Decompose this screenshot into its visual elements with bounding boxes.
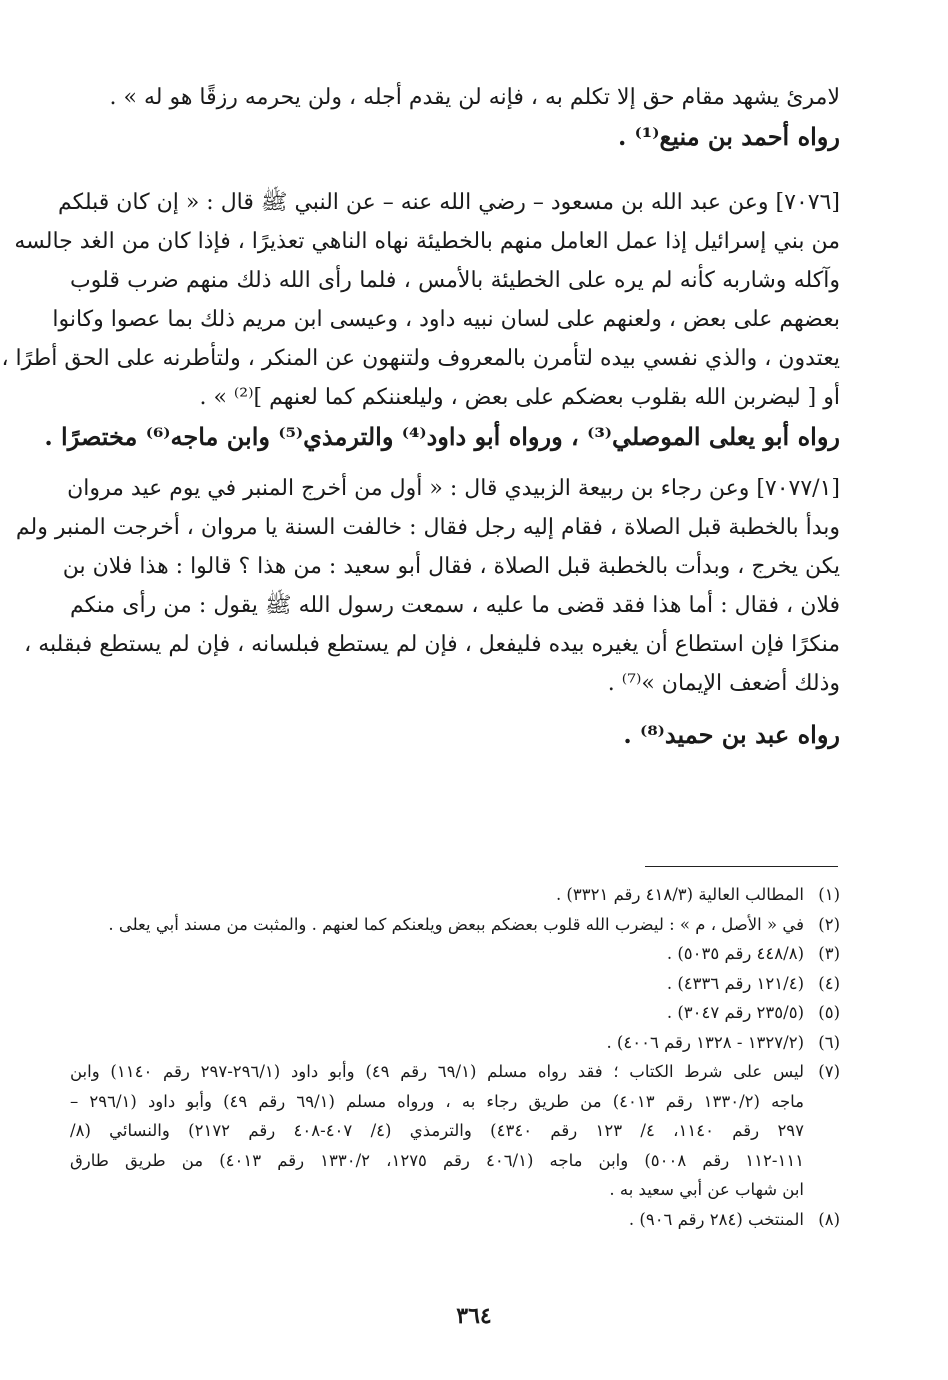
footnote-number: (٥) — [818, 1003, 840, 1022]
text-line: وبدأ بالخطبة قبل الصلاة ، فقام إليه رجل فقال : خالفت السنة يا مروان ، أخرجت المنبر ولم — [15, 515, 840, 540]
footnote-text: المطالب العالية (٤١٨/٣ رقم ٣٣٢١) . — [555, 885, 804, 904]
footnote-text: (٤٤٨/٨ رقم ٥٠٣٥) . — [666, 944, 804, 963]
main-text — [1, 78, 840, 755]
text-line: وآكله وشاربه كأنه لم يره على الخطيئة بالأمس ، فلما رأى الله ذلك منهم ضرب قلوب — [70, 268, 840, 293]
text-line: [٧٠٧٧/١] وعن رجاء بن ربيعة الزبيدي قال : « أول من أخرج المنبر في يوم عيد مروان — [67, 476, 840, 501]
page-number: ٣٦٤ — [456, 1303, 492, 1329]
text-line: من بني إسرائيل إذا عمل العامل منهم بالخطيئة نهاه الناهي تعذيرًا ، فإذا كان من الغد جالسه — [14, 229, 840, 254]
text-line: يكن يخرج ، وبدأت بالخطبة قبل الصلاة ، فقال أبو سعيد : من هذا ؟ قالوا : هذا فلان بن — [62, 554, 840, 579]
source-attribution: رواه عبد بن حميد⁽⁸⁾ . — [623, 720, 840, 749]
footnote — [70, 1057, 840, 1205]
footnote-text: ليس على شرط الكتاب ؛ فقد رواه مسلم (٦٩/١ رقم ٤٩) وأبو داود (٢٩٦/١-٢٩٧ رقم ١١٤٠) وابن — [70, 1062, 805, 1081]
text-line: وذلك أضعف الإيمان »⁽⁷⁾ . — [607, 671, 840, 696]
footnote-number: (٣) — [818, 944, 840, 963]
footnote — [70, 969, 840, 999]
text-line: لامرئ يشهد مقام حق إلا تكلم به ، فإنه لن يقدم أجله ، ولن يحرمه رزقًا هو له » . — [109, 85, 840, 110]
footnote-text: المنتخب (٢٨٤ رقم ٩٠٦) . — [628, 1209, 804, 1229]
footnote-number: (٧) — [818, 1062, 840, 1081]
footnote — [70, 1028, 840, 1058]
text-line: بعضهم على بعض ، ولعنهم على لسان نبيه داود ، وعيسى ابن مريم ذلك بما عصوا وكانوا — [52, 307, 840, 332]
text-line: يعتدون ، والذي نفسي بيده لتأمرن بالمعروف ولتنهون عن المنكر ، ولتأطرنه على الحق أطرًا ، — [1, 346, 840, 371]
footnote — [70, 998, 840, 1028]
footnote-text: (٢٣٥/٥ رقم ٣٠٤٧) . — [666, 1003, 804, 1022]
footnote-text: ١١١-١١٢ رقم ٥٠٠٨) وابن ماجه (٤٠٦/١ رقم ١٢٧٥، ١٣٣٠/٢ رقم ٤٠١٣) من طريق طارق — [70, 1150, 805, 1170]
footnote-number: (٨) — [818, 1209, 840, 1229]
text-line: [٧٠٧٦] وعن عبد الله بن مسعود – رضي الله عنه – عن النبي ﷺ قال : « إن كان قبلكم — [58, 190, 840, 215]
footnote-number: (٤) — [818, 973, 840, 993]
footnote — [70, 939, 840, 969]
footnote-number: (٦) — [818, 1032, 840, 1052]
footnote-text: (١٣٢٧/٢ - ١٣٢٨ رقم ٤٠٠٦) . — [606, 1032, 804, 1052]
text-line: فلان ، فقال : أما هذا فقد قضى ما عليه ، سمعت رسول الله ﷺ يقول : من رأى منكم — [70, 593, 840, 618]
footnote — [70, 880, 840, 910]
hadith-7077-1 — [15, 469, 840, 703]
source-attribution: رواه أبو يعلى الموصلي⁽³⁾ ، ورواه أبو داود⁽⁴⁾ والترمذي⁽⁵⁾ وابن ماجه⁽⁶⁾ مختصرًا . — [44, 422, 840, 451]
footnote — [70, 1205, 840, 1235]
footnote-separator — [645, 866, 838, 867]
footnote-text: ابن شهاب عن أبي سعيد به . — [609, 1180, 804, 1199]
footnote — [70, 910, 840, 940]
paragraph-continuation — [70, 78, 840, 117]
text-line: منكرًا فإن استطاع أن يغيره بيده فليفعل ، فإن لم يستطع فبلسانه ، فإن لم يستطع فبقلبه ، — [24, 632, 840, 657]
footnotes — [70, 880, 840, 1234]
footnote-number: (٢) — [818, 914, 840, 934]
source-attribution: رواه أحمد بن منيع⁽¹⁾ . — [617, 122, 840, 151]
footnote-text: ماجه (١٣٣٠/٢ رقم ٤٠١٣) من طريق رجاء به ، ورواه مسلم (٦٩/١ رقم ٤٩) وأبو داود (٢٩٦/١ – — [70, 1091, 805, 1111]
hadith-7076 — [1, 183, 840, 417]
footnote-text: (١٢١/٤ رقم ٤٣٣٦) . — [666, 973, 804, 993]
footnote-number: (١) — [818, 885, 840, 904]
footnote-text: ٢٩٧ رقم ١١٤٠، ٤/ ١٢٣ رقم ٤٣٤٠) والترمذي (٤/ ٤٠٧-٤٠٨ رقم ٢١٧٢) والنسائي (٨/ — [70, 1121, 805, 1140]
text-line: أو [ ليضربن الله بقلوب بعضكم على بعض ، وليلعننكم كما لعنهم ]⁽²⁾ » . — [199, 385, 840, 410]
footnote-text: في « الأصل ، م » : ليضرب الله قلوب بعضكم ببعض ويلعنكم كما لعنهم . والمثبت من مسند أبي يعلى . — [108, 914, 804, 934]
